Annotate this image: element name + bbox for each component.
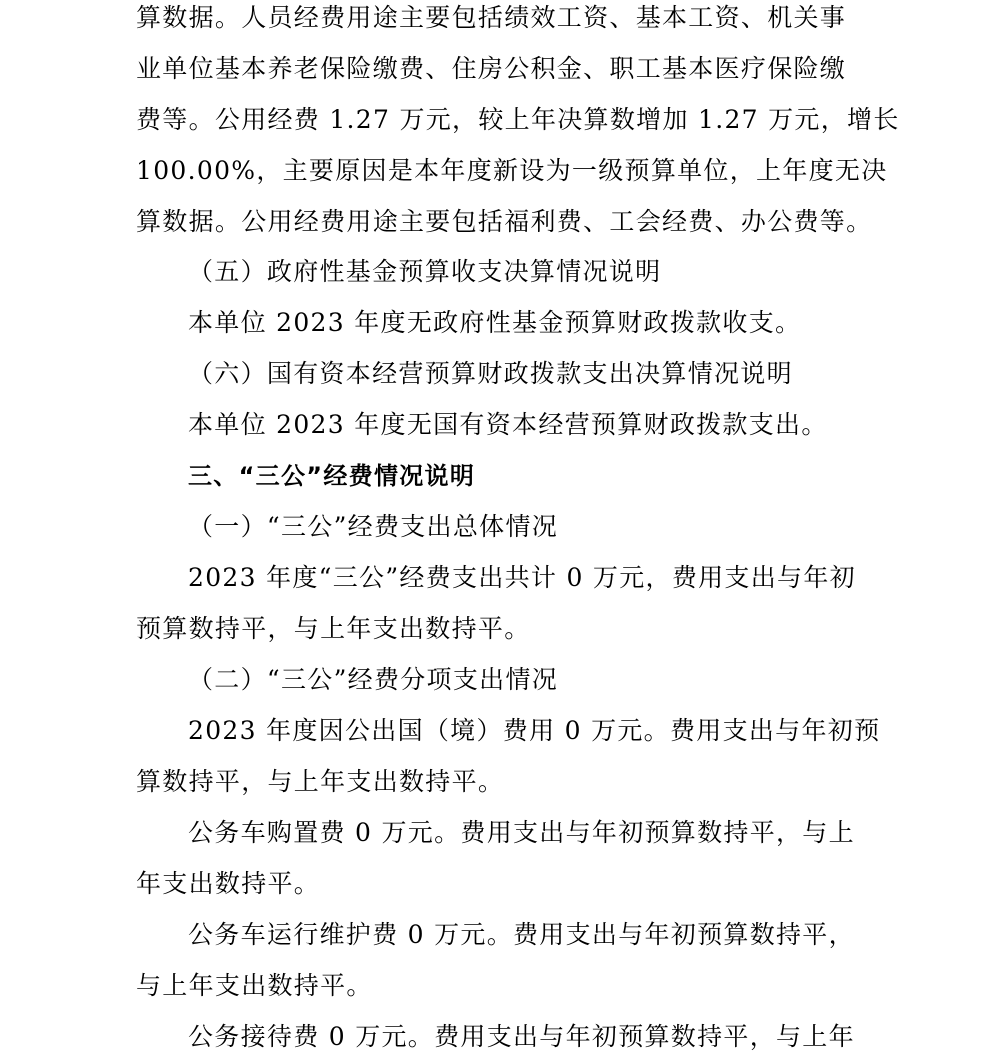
paragraph-line: 预算数持平，与上年支出数持平。 (136, 614, 531, 643)
paragraph-line: 2023 年度因公出国（境）费用 0 万元。费用支出与年初预 (188, 716, 881, 745)
subsection-heading-6: （六）国有资本经营预算财政拨款支出决算情况说明 (188, 359, 793, 388)
subsection-heading-1: （一）“三公”经费支出总体情况 (188, 512, 559, 541)
paragraph-line: 公务车运行维护费 0 万元。费用支出与年初预算数持平， (188, 920, 855, 949)
paragraph-line: 公务车购置费 0 万元。费用支出与年初预算数持平，与上 (188, 818, 855, 847)
paragraph-line: 算数据。公用经费用途主要包括福利费、工会经费、办公费等。 (136, 207, 873, 236)
paragraph-line: 本单位 2023 年度无政府性基金预算财政拨款收支。 (188, 308, 802, 337)
paragraph-line: 年支出数持平。 (136, 869, 321, 898)
paragraph-line: 公务接待费 0 万元。费用支出与年初预算数持平，与上年 (188, 1022, 855, 1051)
paragraph-line: 业单位基本养老保险缴费、住房公积金、职工基本医疗保险缴 (136, 54, 847, 83)
section-heading-3: 三、“三公”经费情况说明 (188, 462, 476, 490)
paragraph-line: 算数持平，与上年支出数持平。 (136, 767, 505, 796)
paragraph-line: 算数据。人员经费用途主要包括绩效工资、基本工资、机关事 (136, 3, 847, 32)
subsection-heading-5: （五）政府性基金预算收支决算情况说明 (188, 257, 662, 286)
paragraph-line: 2023 年度“三公”经费支出共计 0 万元，费用支出与年初 (188, 563, 856, 592)
subsection-heading-2: （二）“三公”经费分项支出情况 (188, 665, 559, 694)
paragraph-line: 本单位 2023 年度无国有资本经营预算财政拨款支出。 (188, 410, 828, 439)
paragraph-line: 100.00%，主要原因是本年度新设为一级预算单位，上年度无决 (136, 156, 888, 185)
paragraph-line: 费等。公用经费 1.27 万元，较上年决算数增加 1.27 万元，增长 (136, 105, 900, 134)
paragraph-line: 与上年支出数持平。 (136, 971, 373, 1000)
